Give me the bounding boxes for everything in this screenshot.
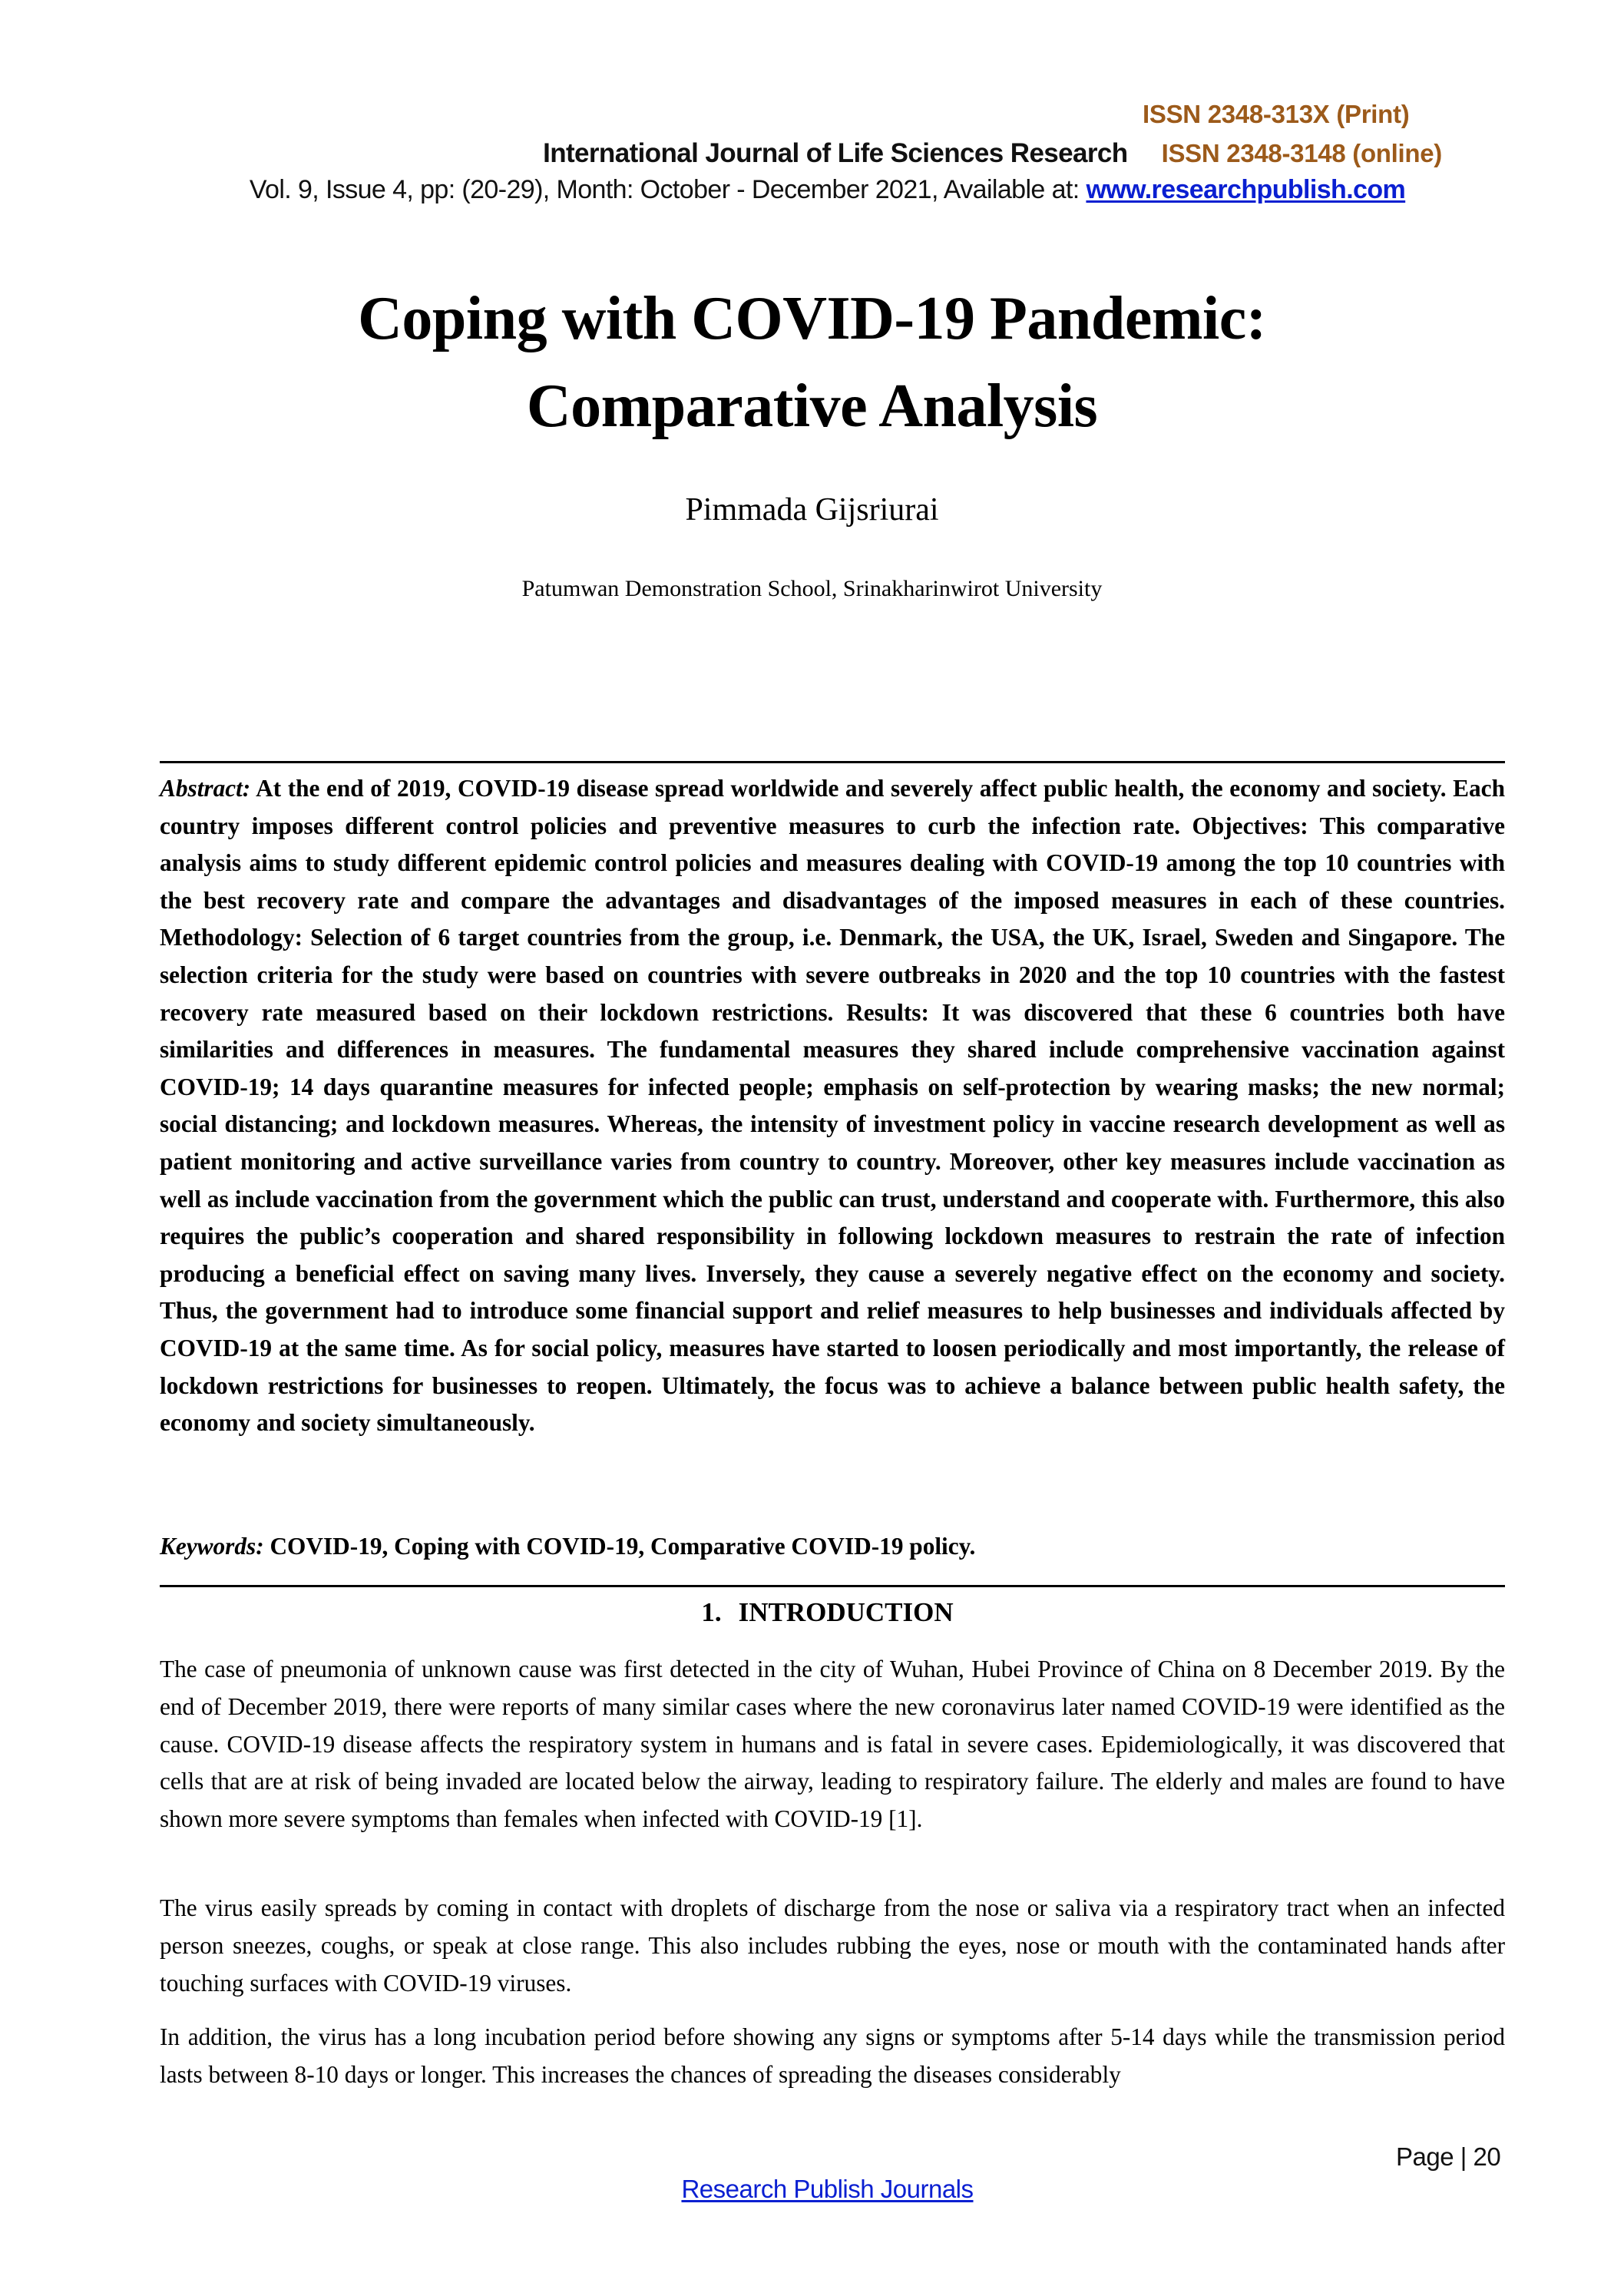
section-heading-introduction [0, 1597, 1624, 1628]
abstract-label: Abstract: [160, 775, 251, 802]
volume-info-row [0, 175, 1624, 205]
section-number: 1. [701, 1597, 722, 1627]
keywords [160, 1528, 1505, 1565]
abstract-text: At the end of 2019, COVID-19 disease spread worldwide and severely affect public health, the economy and society. Each country imposes different control policies and preventive measures to curb the infection rate. Objectives: This comparative analysis aims to study different epidemic control policies and measures dealing with COVID-19 among the top 10 countries with the best recovery rate and compare the advantages and disadvantages of the imposed measures in each of these countries. Methodology: Selection of 6 target countries from the group, i.e. Denmark, the USA, the UK, Israel, Sweden and Singapore. The selection criteria for the study were based on countries with severe outbreaks in 2020 and the top 10 countries with the fastest recovery rate measured based on their lockdown restrictions. Results: It was discovered that these 6 countries both have similarities and differences in measures. The fundamental measures they shared include comprehensive vaccination against COVID-19; 14 days quarantine measures for infected people; emphasis on self-protection by wearing masks; the new normal; social distancing; and lockdown measures. Whereas, the intensity of investment policy in vaccine research development as well as patient monitoring and active surveillance varies from country to country. Moreover, other key measures include vaccination as well as include vaccination from the government which the public can trust, understand and cooperate with. Furthermore, this also requires the public’s cooperation and shared responsibility in following lockdown measures to restrain the rate of infection producing a beneficial effect on saving many lives. Inversely, they cause a severely negative effect on the economy and society. Thus, the government had to introduce some financial support and relief measures to help businesses and individuals affected by COVID-19 at the same time. As for social policy, measures have started to loosen periodically and most importantly, the release of lockdown restrictions for businesses to reopen. Ultimately, the focus was to achieve a balance between public health safety, the economy and society simultaneously. [160, 775, 1505, 1437]
volume-info: Vol. 9, Issue 4, pp: (20-29), Month: October - December 2021, Available at: [249, 175, 1087, 204]
intro-paragraph-3: In addition, the virus has a long incubation period before showing any signs or symptoms after 5-14 days while the transmission period lasts between 8-10 days or longer. This increases the chances of spreading the diseases considerably [160, 2023, 1505, 2088]
abstract-top-rule [160, 761, 1505, 763]
issn-print: ISSN 2348-313X (Print) [1143, 100, 1410, 128]
author-name: Pimmada Gijsriurai [685, 492, 939, 528]
abstract-bottom-rule [160, 1585, 1505, 1587]
issn-online: ISSN 2348-3148 (online) [1161, 139, 1442, 167]
keywords-text: COVID-19, Coping with COVID-19, Comparative COVID-19 policy. [270, 1533, 976, 1560]
footer [0, 2175, 1624, 2204]
journal-website-link[interactable]: www.researchpublish.com [1086, 175, 1406, 204]
journal-title-row [0, 138, 1442, 169]
paper-title-line-1: Coping with COVID-19 Pandemic: [358, 285, 1266, 352]
abstract [160, 770, 1505, 1442]
intro-paragraph-1: The case of pneumonia of unknown cause was first detected in the city of Wuhan, Hubei Province of China on 8 December 2019. By the end of December 2019, there were reports of many similar cases where the new coronavirus later named COVID-19 were identified as the cause. COVID-19 disease affects the respiratory system in humans and is fatal in severe cases. Epidemiologically, it was discovered that cells that are at risk of being invaded are located below the airway, leading to respiratory failure. The elderly and males are found to have shown more severe symptoms than females when infected with COVID-19 [1]. [160, 1656, 1505, 1833]
page-number: Page | 20 [1396, 2142, 1501, 2171]
section-title: INTRODUCTION [738, 1597, 954, 1627]
author-affiliation: Patumwan Demonstration School, Srinakharinwirot University [521, 576, 1103, 601]
publisher-link[interactable]: Research Publish Journals [681, 2175, 974, 2203]
paper-title-line-2: Comparative Analysis [526, 372, 1098, 440]
paper-title [0, 275, 1624, 450]
intro-paragraph-2: The virus easily spreads by coming in contact with droplets of discharge from the nose or saliva via a respiratory tract when an infected person sneezes, coughs, or speak at close range. This also includes rubbing the eyes, nose or mouth with the contaminated hands after touching surfaces with COVID-19 viruses. [160, 1894, 1505, 1997]
journal-name: International Journal of Life Sciences Research [543, 138, 1128, 168]
keywords-label: Keywords: [160, 1533, 264, 1560]
